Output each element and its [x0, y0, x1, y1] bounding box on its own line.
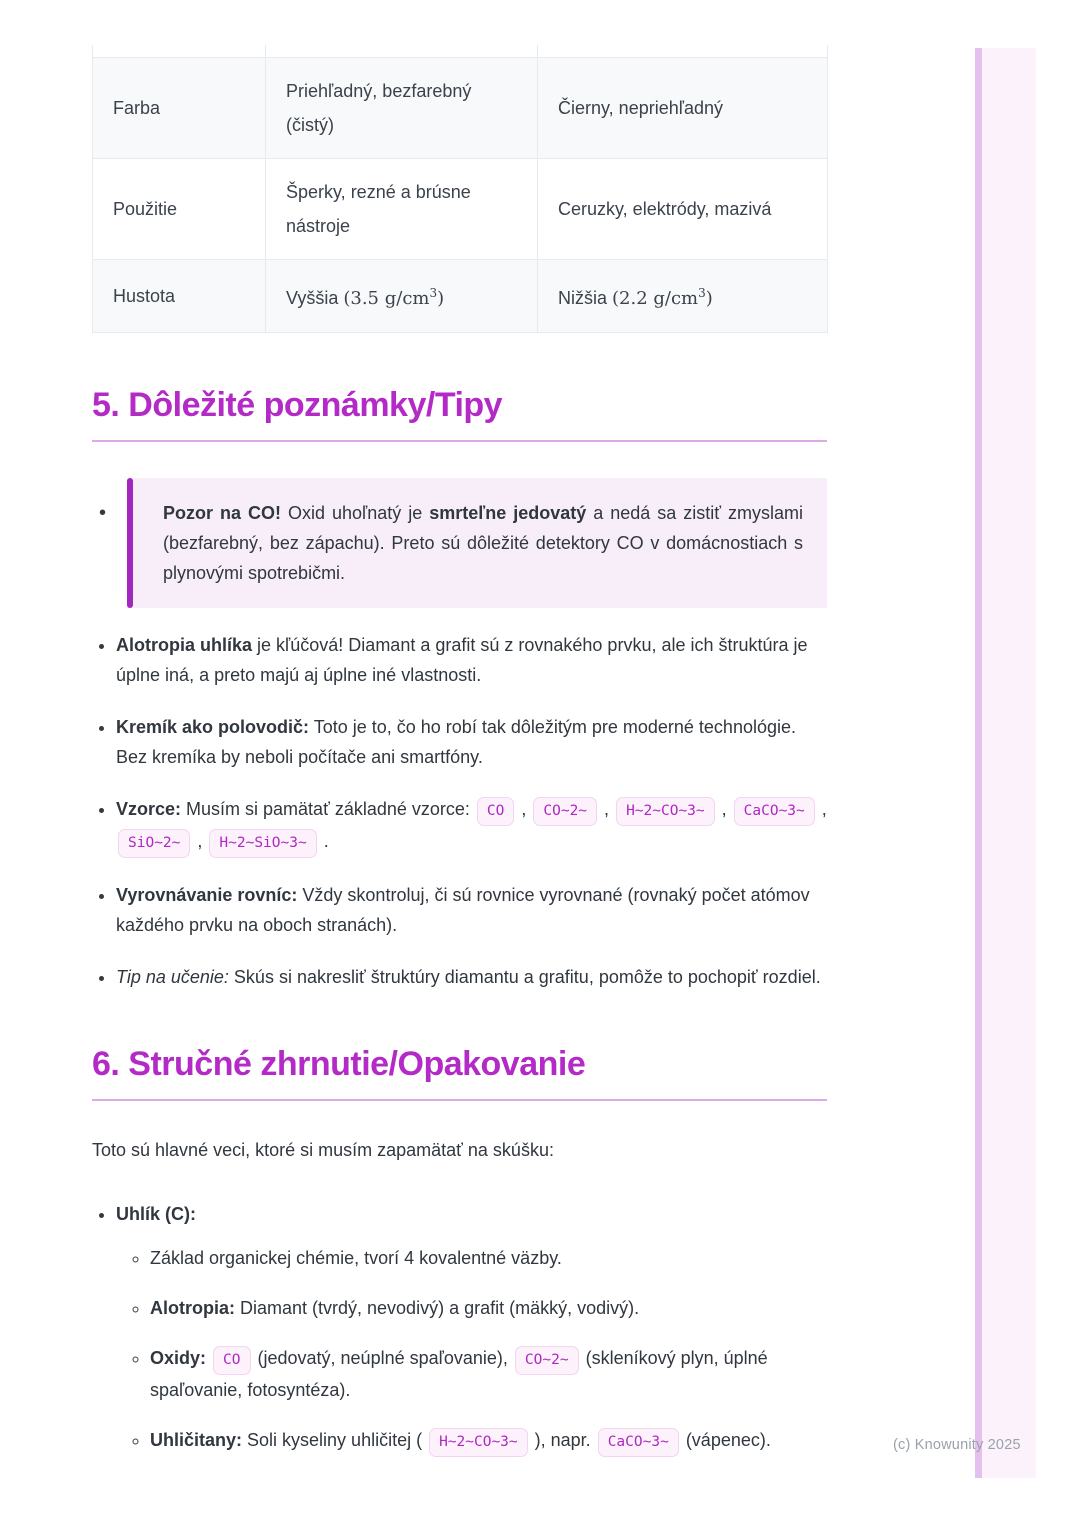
table-row-cropped [93, 45, 828, 58]
summary-list [92, 1199, 827, 1457]
list-item-topic [116, 1199, 827, 1457]
list-item: ◦ Základ organickej chémie, tvorí 4 kovalentné väzby. [150, 1243, 827, 1273]
table-cell [93, 45, 266, 58]
section-5-heading: 5. Dôležité poznámky/Tipy [92, 386, 503, 424]
table-cell [538, 45, 828, 58]
table-cell: Šperky, rezné a brúsne nástroje [266, 159, 538, 260]
callout-text: • Pozor na CO! Oxid uhoľnatý je smrteľne jedovatý a nedá sa zistiť zmyslami (bezfarebný, bez zápachu). Preto sú dôležité detektory CO v domácnostiach s plynovými spotrebičmi. [163, 502, 803, 583]
table-cell: Čierny, nepriehľadný [538, 58, 828, 159]
list-item: • Vyrovnávanie rovníc: Vždy skontroluj, či sú rovnice vyrovnané (rovnaký počet atómov každého prvku na oboch stranách). [116, 880, 827, 940]
table-row-pouzitie [93, 159, 828, 260]
formula-chip: CaCO~3~ [598, 1428, 679, 1457]
list-item: ◦ Alotropia: Diamant (tvrdý, nevodivý) a grafit (mäkký, vodivý). [150, 1293, 827, 1323]
formula-chip: H~2~SiO~3~ [209, 829, 316, 858]
list-item: • Vzorce: Musím si pamätať základné vzorce: CO , CO~2~ , H~2~CO~3~ , CaCO~3~ , SiO~2~ , H~2~SiO~3~ . [116, 794, 827, 858]
warning-callout [127, 478, 827, 608]
table-cell: Farba [93, 58, 266, 159]
table-cell [266, 45, 538, 58]
page-margin-strip [975, 48, 1036, 1478]
formula-chip: CO [213, 1346, 250, 1375]
formula-chip: H~2~CO~3~ [429, 1428, 528, 1457]
list-item: • Kremík ako polovodič: Toto je to, čo ho robí tak dôležitým pre moderné technológie. Bez kremíka by neboli počítače ani smartfóny. [116, 712, 827, 772]
watermark: (c) Knowunity 2025 [893, 1437, 1021, 1453]
heading-divider [92, 1099, 827, 1101]
notes-list [92, 478, 827, 992]
summary-sublist [116, 1243, 827, 1457]
formula-chip: SiO~2~ [118, 829, 190, 858]
table-cell: Hustota [93, 260, 266, 333]
notes-document [92, 45, 827, 1477]
table-cell: Vyššia (3.5 $g/cm^3$) [266, 260, 538, 333]
summary-topic: Uhlík (C): [116, 1203, 196, 1224]
summary-intro: Toto sú hlavné veci, ktoré si musím zapamätať na skúšku: [92, 1139, 554, 1160]
table-cell: Použitie [93, 159, 266, 260]
list-item: ◦ Uhličitany: Soli kyseliny uhličitej ( H~2~CO~3~ ), napr. CaCO~3~ (vápenec). [150, 1425, 827, 1457]
properties-table [92, 45, 828, 333]
table-row-hustota [93, 260, 828, 333]
list-item: • Alotropia uhlíka je kľúčová! Diamant a grafit sú z rovnakého prvku, ale ich štruktúra je úplne iná, a preto majú aj úplne iné vlastnosti. [116, 630, 827, 690]
table-cell: Ceruzky, elektródy, mazivá [538, 159, 828, 260]
formula-chip: H~2~CO~3~ [616, 797, 715, 826]
list-item: ◦ Oxidy: CO (jedovatý, neúplné spaľovanie), CO~2~ (skleníkový plyn, úplné spaľovanie, fotosyntéza). [150, 1343, 827, 1405]
formula-chip: CO~2~ [533, 797, 597, 826]
table-row-farba [93, 58, 828, 159]
table-cell: Nižšia (2.2 $g/cm^3$) [538, 260, 828, 333]
list-item: • Tip na učenie: Skús si nakresliť štruktúry diamantu a grafitu, pomôže to pochopiť rozdiel. [116, 962, 827, 992]
table-cell: Priehľadný, bezfarebný (čistý) [266, 58, 538, 159]
formula-chip: CaCO~3~ [734, 797, 815, 826]
list-item-callout [116, 478, 827, 608]
heading-divider [92, 440, 827, 442]
formula-chip: CO [477, 797, 514, 826]
section-6-heading: 6. Stručné zhrnutie/Opakovanie [92, 1044, 586, 1083]
formula-chip: CO~2~ [515, 1346, 579, 1375]
